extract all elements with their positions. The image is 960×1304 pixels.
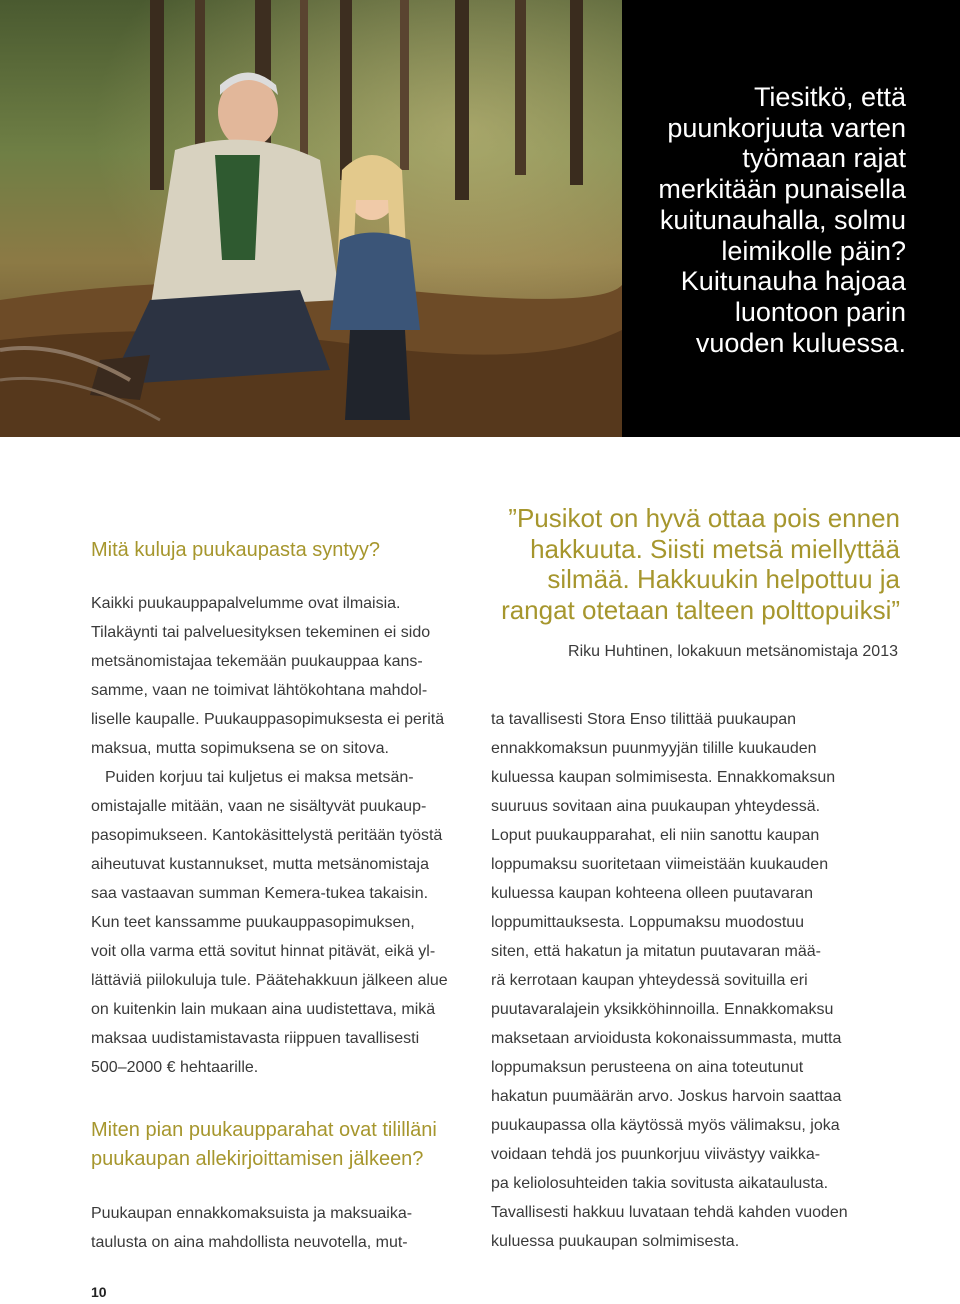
photo-grandfather-and-girl-in-forest-icon bbox=[0, 0, 622, 437]
forest-photo bbox=[0, 0, 622, 437]
section-heading-costs: Mitä kuluja puukaupasta syntyy? bbox=[91, 539, 381, 561]
paragraph-payment-details: ta tavallisesti Stora Enso tilittää puukaupan ennakkomaksun puunmyyjän tilille kuukauden kuluessa kaupan solmimisesta. Ennakkomaksun suuruus sovitaan aina puukaupan yhteydessä. Loput puukaupparahat, eli niin sanottu kaupan loppumaksu suoritetaan viimeistään kuukauden kuluessa kaupan kohteena olleen puutavaran loppumittauksesta. Loppumaksu muodostuu siten, että hakatun ja mitatun puutavaran mää- rä kerrotaan kaupan yhteydessä sovituilla eri puutavaralajein yksikköhinnoilla. Ennakkomaksu maksetaan arvioidusta kokonaissummasta, mutta loppumaksun perusteena on aina toteutunut hakatun puumäärän arvo. Joskus harvoin saattaa puukaupassa olla käytössä myös välimaksu, joka voidaan tehdä jos puunkorjuu viivästyy vaikka- pa keliolosuhteiden takia sovitusta aikataulusta. Tavallisesti hakkuu luvataan tehdä kahden vuoden kuluessa puukaupan solmimisesta. bbox=[491, 711, 848, 1250]
pull-quote-author: Riku Huhtinen, lokakuun metsänomistaja 2013 bbox=[568, 643, 898, 660]
fact-box-text: Tiesitkö, että puunkorjuuta varten työmaan rajat merkitään punaisella kuitunauhalla, solmu leimikolle päin? Kuitunauha hajoaa luontoon parin vuoden kuluessa. bbox=[658, 82, 906, 358]
paragraph-payment-timing: Puukaupan ennakkomaksuista ja maksuaika- taulusta on aina mahdollista neuvotella, mut- bbox=[91, 1205, 413, 1251]
pull-quote: ”Pusikot on hyvä ottaa pois ennen hakkuuta. Siisti metsä miellyttää silmää. Hakkuukin helpottuu ja rangat otetaan talteen polttopuiksi” bbox=[501, 503, 900, 625]
page-number: 10 bbox=[91, 1284, 107, 1300]
fact-box bbox=[622, 0, 960, 437]
paragraph-costs-1: Kaikki puukauppapalvelumme ovat ilmaisia. Tilakäynti tai palveluesityksen tekeminen ei sido metsänomistajaa tekemään puukauppaa kans- samme, vaan ne toimivat lähtökohtana mahdol- liselle kaupalle. Puukauppasopimuksesta ei peritä maksua, mutta sopimuksena se on sitova. bbox=[91, 595, 445, 757]
section-heading-payment-timing: Miten pian puukaupparahat ovat tililläni puukaupan allekirjoittamisen jälkeen? bbox=[91, 1119, 437, 1170]
paragraph-costs-2: Puiden korjuu tai kuljetus ei maksa metsän- omistajalle mitään, vaan ne sisältyvät puukaup- pasopimukseen. Kantokäsittelystä peritään työstä aiheutuvat kustannukset, mutta metsänomistaja saa vastaavan summan Kemera-tukea takaisin. Kun teet kanssamme puukauppasopimuksen, voit olla varma että sovitut hinnat pitävät, eikä yl- lättäviä piilokuluja tule. Päätehakkuun jälkeen alue on kuitenkin lain mukaan aina uudistettava, mikä maksaa uudistamistavasta riippuen tavallisesti 500–2000 € hehtaarille. bbox=[91, 769, 448, 1076]
